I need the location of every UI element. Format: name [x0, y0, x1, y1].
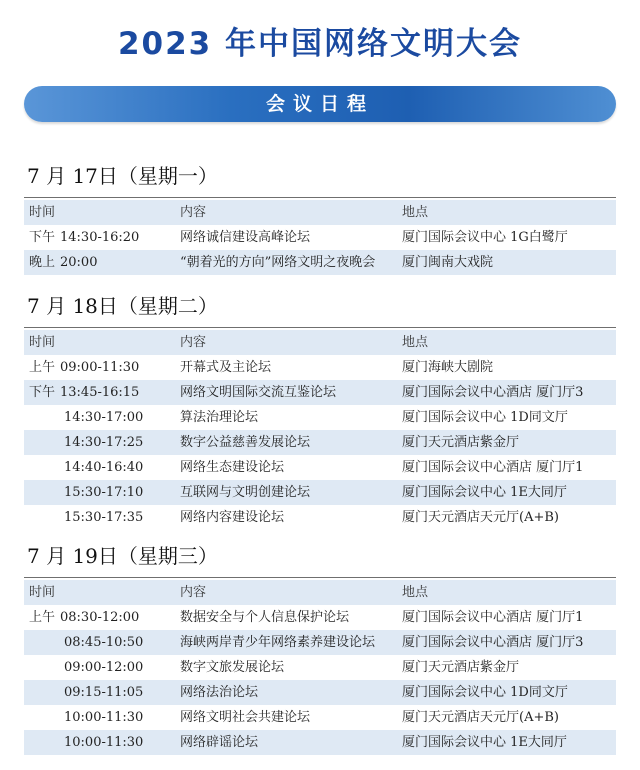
table-row — [24, 430, 616, 455]
header-time: 时间 — [29, 205, 56, 220]
row-venue: 厦门国际会议中心酒店 厦门厅1 — [402, 610, 584, 625]
header-time: 时间 — [29, 335, 56, 350]
row-content: 数字公益慈善发展论坛 — [180, 435, 311, 450]
schedule-banner — [24, 86, 616, 122]
row-venue: 厦门天元酒店天元厅(A+B) — [402, 510, 559, 525]
table-row — [24, 505, 616, 530]
table-row — [24, 480, 616, 505]
day-heading: 7 月 17日（星期一） — [27, 164, 218, 188]
day-heading: 7 月 18日（星期二） — [27, 294, 218, 318]
row-period: 下午 — [29, 385, 56, 400]
row-time: 09:15-11:05 — [64, 685, 144, 700]
row-time: 13:45-16:15 — [60, 385, 140, 400]
day-heading: 7 月 19日（星期三） — [27, 544, 218, 568]
row-content: 数字文旅发展论坛 — [180, 660, 285, 675]
row-venue: 厦门海峡大剧院 — [402, 360, 494, 375]
row-content: “朝着光的方向”网络文明之夜晚会 — [180, 255, 376, 270]
row-period: 下午 — [29, 230, 56, 245]
page-title: 2023 年中国网络文明大会 — [117, 26, 523, 62]
row-period: 上午 — [29, 610, 56, 625]
row-content: 海峡两岸青少年网络素养建设论坛 — [180, 635, 376, 650]
table-header-row — [24, 580, 616, 605]
row-venue: 厦门国际会议中心酒店 厦门厅3 — [402, 385, 584, 400]
table-header-row — [24, 200, 616, 225]
row-venue: 厦门国际会议中心 1D同文厅 — [402, 410, 568, 425]
table-row — [24, 250, 616, 275]
row-time: 20:00 — [60, 255, 98, 270]
row-time: 15:30-17:10 — [64, 485, 144, 500]
schedule-banner-label: 会议日程 — [265, 93, 374, 115]
header-venue: 地点 — [402, 335, 429, 350]
table-row — [24, 455, 616, 480]
row-content: 网络诚信建设高峰论坛 — [180, 230, 311, 245]
row-time: 09:00-11:30 — [60, 360, 140, 375]
row-venue: 厦门天元酒店紫金厅 — [402, 435, 520, 450]
row-content: 网络文明国际交流互鉴论坛 — [180, 385, 337, 400]
row-venue: 厦门天元酒店天元厅(A+B) — [402, 710, 559, 725]
day-divider — [24, 577, 616, 578]
row-time: 09:00-12:00 — [64, 660, 144, 675]
row-time: 14:30-17:25 — [64, 435, 144, 450]
row-content: 算法治理论坛 — [180, 410, 259, 425]
table-row — [24, 730, 616, 755]
row-venue: 厦门国际会议中心酒店 厦门厅3 — [402, 635, 584, 650]
row-venue: 厦门国际会议中心 1G白鹭厅 — [402, 230, 568, 245]
header-venue: 地点 — [402, 585, 429, 600]
row-time: 14:40-16:40 — [64, 460, 144, 475]
row-venue: 厦门国际会议中心 1E大同厅 — [402, 735, 567, 750]
table-row — [24, 225, 616, 250]
day-divider — [24, 327, 616, 328]
row-venue: 厦门国际会议中心 1D同文厅 — [402, 685, 568, 700]
table-row — [24, 355, 616, 380]
table-row — [24, 605, 616, 630]
row-time: 08:30-12:00 — [60, 610, 140, 625]
row-time: 14:30-17:00 — [64, 410, 144, 425]
row-content: 网络辟谣论坛 — [180, 735, 259, 750]
row-content: 网络法治论坛 — [180, 685, 259, 700]
header-content: 内容 — [180, 585, 207, 600]
table-row — [24, 705, 616, 730]
table-header-row — [24, 330, 616, 355]
row-period: 晚上 — [29, 255, 56, 270]
header-content: 内容 — [180, 335, 207, 350]
table-row — [24, 380, 616, 405]
header-content: 内容 — [180, 205, 207, 220]
row-content: 数据安全与个人信息保护论坛 — [180, 610, 350, 625]
row-time: 15:30-17:35 — [64, 510, 144, 525]
table-row — [24, 630, 616, 655]
row-time: 10:00-11:30 — [64, 735, 144, 750]
row-time: 10:00-11:30 — [64, 710, 144, 725]
row-content: 网络文明社会共建论坛 — [180, 710, 311, 725]
row-venue: 厦门国际会议中心酒店 厦门厅1 — [402, 460, 584, 475]
row-content: 开幕式及主论坛 — [180, 360, 272, 375]
header-venue: 地点 — [402, 205, 429, 220]
row-venue: 厦门天元酒店紫金厅 — [402, 660, 520, 675]
row-content: 网络生态建设论坛 — [180, 460, 285, 475]
row-period: 上午 — [29, 360, 56, 375]
table-row — [24, 680, 616, 705]
table-row — [24, 405, 616, 430]
row-venue: 厦门闽南大戏院 — [402, 255, 494, 270]
table-row — [24, 655, 616, 680]
row-content: 网络内容建设论坛 — [180, 510, 285, 525]
day-divider — [24, 197, 616, 198]
row-venue: 厦门国际会议中心 1E大同厅 — [402, 485, 567, 500]
row-time: 14:30-16:20 — [60, 230, 140, 245]
header-time: 时间 — [29, 585, 56, 600]
row-content: 互联网与文明创建论坛 — [180, 485, 311, 500]
row-time: 08:45-10:50 — [64, 635, 144, 650]
